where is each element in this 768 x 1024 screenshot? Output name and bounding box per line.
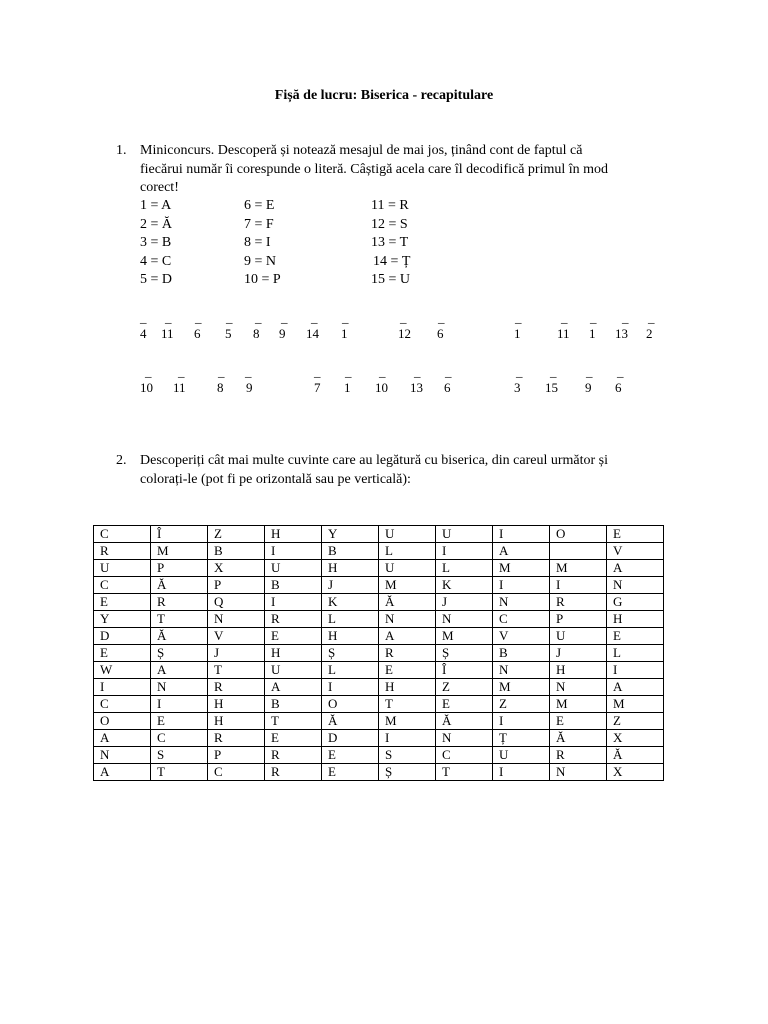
page-title: Fișă de lucru: Biserica - recapitulare <box>274 88 494 103</box>
blank-dash: _ <box>342 310 349 325</box>
grid-row <box>94 764 664 781</box>
grid-row <box>94 662 664 679</box>
grid-cell: E <box>94 645 151 662</box>
grid-cell: L <box>322 662 379 679</box>
grid-cell: L <box>379 543 436 560</box>
code-number: 1 <box>589 326 596 341</box>
grid-row <box>94 628 664 645</box>
code-number: 12 <box>398 326 411 341</box>
code-entry: 8 = I <box>244 235 271 250</box>
code-entry: 2 = Ă <box>140 216 173 232</box>
grid-cell: I <box>493 713 550 730</box>
code-number: 6 <box>444 380 451 395</box>
blank-dash: _ <box>281 310 288 325</box>
grid-cell: J <box>208 645 265 662</box>
grid-cell: T <box>265 713 322 730</box>
grid-cell: X <box>607 764 664 781</box>
grid-cell: P <box>550 611 607 628</box>
code-number: 10 <box>140 380 153 395</box>
grid-cell: N <box>436 611 493 628</box>
grid-cell: B <box>322 543 379 560</box>
question-1-line-3: corect! <box>140 180 179 195</box>
grid-cell: H <box>265 526 322 543</box>
grid-cell: C <box>436 747 493 764</box>
grid-cell: E <box>607 526 664 543</box>
code-number: 1 <box>341 326 348 341</box>
code-number: 9 <box>246 380 253 395</box>
grid-cell: E <box>322 747 379 764</box>
blank-dash: _ <box>550 364 557 379</box>
grid-cell: I <box>322 679 379 696</box>
grid-cell: N <box>208 611 265 628</box>
blank-dash: _ <box>165 310 172 325</box>
code-number: 14 <box>306 326 319 341</box>
code-number: 2 <box>646 326 653 341</box>
grid-cell: T <box>208 662 265 679</box>
code-number: 8 <box>217 380 224 395</box>
grid-cell: R <box>208 730 265 747</box>
grid-cell: X <box>607 730 664 747</box>
grid-cell: R <box>550 747 607 764</box>
grid-cell: T <box>379 696 436 713</box>
grid-cell: N <box>550 679 607 696</box>
grid-cell: U <box>436 526 493 543</box>
code-entry: 13 = T <box>371 235 409 250</box>
grid-cell: R <box>151 594 208 611</box>
grid-cell: Ș <box>151 645 208 662</box>
grid-cell: A <box>607 560 664 577</box>
grid-cell: U <box>94 560 151 577</box>
code-entry: 11 = R <box>371 198 409 213</box>
grid-cell: E <box>322 764 379 781</box>
grid-cell: B <box>265 696 322 713</box>
blank-dash: _ <box>311 310 318 325</box>
grid-row <box>94 526 664 543</box>
grid-cell: A <box>379 628 436 645</box>
question-1-line-2: fiecărui număr îi corespunde o literă. Câștigă acela care îl decodifică primul în mod <box>140 161 609 177</box>
grid-cell: M <box>436 628 493 645</box>
grid-cell: M <box>493 560 550 577</box>
grid-cell: B <box>265 577 322 594</box>
grid-cell: R <box>208 679 265 696</box>
grid-cell: A <box>607 679 664 696</box>
question-1-number: 1. <box>116 143 127 158</box>
blank-dash: _ <box>622 310 629 325</box>
code-number: 6 <box>615 380 622 395</box>
grid-cell: H <box>265 645 322 662</box>
grid-cell: M <box>151 543 208 560</box>
grid-cell: P <box>208 577 265 594</box>
code-entry: 4 = C <box>140 253 172 269</box>
grid-row <box>94 696 664 713</box>
code-number: 15 <box>545 380 558 395</box>
grid-cell: I <box>151 696 208 713</box>
grid-cell: Q <box>208 594 265 611</box>
blank-dash: _ <box>617 364 624 379</box>
grid-cell: X <box>208 560 265 577</box>
blank-dash: _ <box>218 364 225 379</box>
code-entry: 5 = D <box>140 272 173 287</box>
grid-cell: E <box>265 628 322 645</box>
blank-dash: _ <box>226 310 233 325</box>
code-entry: 3 = B <box>140 235 172 250</box>
grid-cell: U <box>265 560 322 577</box>
grid-cell: C <box>94 526 151 543</box>
grid-cell: M <box>493 679 550 696</box>
grid-cell: Î <box>436 662 493 679</box>
grid-cell: O <box>94 713 151 730</box>
blank-dash: _ <box>245 364 252 379</box>
grid-cell: D <box>322 730 379 747</box>
grid-cell: A <box>265 679 322 696</box>
grid-cell: I <box>493 764 550 781</box>
grid-cell: B <box>208 543 265 560</box>
grid-cell: I <box>94 679 151 696</box>
grid-cell: E <box>607 628 664 645</box>
grid-cell: H <box>322 560 379 577</box>
blank-dash: _ <box>445 364 452 379</box>
code-entry: 14 = Ț <box>373 253 411 269</box>
grid-cell: N <box>607 577 664 594</box>
blank-dash: _ <box>586 364 593 379</box>
code-number: 13 <box>410 380 423 395</box>
grid-cell: L <box>436 560 493 577</box>
grid-cell: Z <box>436 679 493 696</box>
code-number: 8 <box>253 326 260 341</box>
grid-cell: H <box>322 628 379 645</box>
grid-cell: Ă <box>151 577 208 594</box>
blank-dash: _ <box>345 364 352 379</box>
grid-cell: Y <box>94 611 151 628</box>
grid-cell: I <box>436 543 493 560</box>
grid-cell: U <box>379 560 436 577</box>
grid-cell: M <box>550 560 607 577</box>
grid-cell: R <box>265 764 322 781</box>
code-number: 11 <box>173 380 186 395</box>
word-search-grid <box>93 525 664 781</box>
grid-cell: P <box>151 560 208 577</box>
grid-cell: H <box>379 679 436 696</box>
grid-cell: M <box>379 713 436 730</box>
blank-dash: _ <box>140 310 147 325</box>
grid-cell: W <box>94 662 151 679</box>
grid-cell: I <box>265 543 322 560</box>
grid-cell: U <box>379 526 436 543</box>
grid-cell: Î <box>151 526 208 543</box>
grid-cell: Ș <box>436 645 493 662</box>
grid-cell: V <box>208 628 265 645</box>
grid-cell: R <box>265 611 322 628</box>
grid-cell: E <box>151 713 208 730</box>
code-number: 10 <box>375 380 388 395</box>
grid-cell: A <box>94 730 151 747</box>
grid-cell: N <box>550 764 607 781</box>
blank-dash: _ <box>516 364 523 379</box>
grid-cell: Ș <box>322 645 379 662</box>
grid-cell: I <box>550 577 607 594</box>
grid-cell: H <box>208 713 265 730</box>
blank-dash: _ <box>195 310 202 325</box>
code-entry: 1 = A <box>140 198 172 213</box>
code-entry: 6 = E <box>244 198 275 213</box>
question-2-line-2: colorați-le (pot fi pe orizontală sau pe verticală): <box>140 471 411 487</box>
blank-dash: _ <box>414 364 421 379</box>
blank-dash: _ <box>590 310 597 325</box>
grid-cell: H <box>208 696 265 713</box>
grid-cell: S <box>151 747 208 764</box>
code-entry: 7 = F <box>244 216 274 232</box>
grid-cell: N <box>436 730 493 747</box>
code-number: 6 <box>194 326 201 341</box>
grid-row <box>94 594 664 611</box>
grid-cell: T <box>151 764 208 781</box>
grid-cell: A <box>493 543 550 560</box>
grid-cell: A <box>94 764 151 781</box>
grid-cell: N <box>151 679 208 696</box>
code-number: 9 <box>279 326 286 341</box>
grid-cell: C <box>94 577 151 594</box>
grid-cell: Ă <box>151 628 208 645</box>
blank-dash: _ <box>648 310 655 325</box>
blank-dash: _ <box>314 364 321 379</box>
grid-cell: Ă <box>550 730 607 747</box>
grid-cell: I <box>379 730 436 747</box>
grid-cell: R <box>265 747 322 764</box>
grid-cell: Ă <box>607 747 664 764</box>
grid-cell: U <box>265 662 322 679</box>
grid-cell: N <box>379 611 436 628</box>
grid-cell: T <box>436 764 493 781</box>
grid-cell: J <box>550 645 607 662</box>
code-entry: 9 = N <box>244 253 277 269</box>
grid-cell: V <box>607 543 664 560</box>
grid-cell: Z <box>493 696 550 713</box>
code-number: 13 <box>615 326 628 341</box>
grid-cell: J <box>436 594 493 611</box>
grid-cell: R <box>94 543 151 560</box>
grid-cell: K <box>322 594 379 611</box>
grid-cell: P <box>208 747 265 764</box>
grid-cell: C <box>151 730 208 747</box>
code-number: 1 <box>344 380 351 395</box>
grid-cell: R <box>550 594 607 611</box>
grid-cell: A <box>151 662 208 679</box>
grid-cell: O <box>550 526 607 543</box>
code-number: 11 <box>161 326 174 341</box>
grid-cell: Y <box>322 526 379 543</box>
grid-cell: B <box>493 645 550 662</box>
grid-row <box>94 713 664 730</box>
code-number: 5 <box>225 326 232 341</box>
grid-cell: C <box>94 696 151 713</box>
blank-dash: _ <box>400 310 407 325</box>
grid-cell: E <box>94 594 151 611</box>
code-number: 4 <box>140 326 147 341</box>
code-number: 3 <box>514 380 521 395</box>
grid-cell: R <box>379 645 436 662</box>
grid-cell: K <box>436 577 493 594</box>
grid-cell: Ș <box>379 764 436 781</box>
grid-cell: I <box>493 577 550 594</box>
code-entry: 10 = P <box>244 272 281 287</box>
code-entry: 15 = U <box>371 272 411 287</box>
grid-cell: Ă <box>322 713 379 730</box>
grid-cell: Z <box>607 713 664 730</box>
grid-cell: Ă <box>436 713 493 730</box>
grid-cell: E <box>436 696 493 713</box>
code-entry: 12 = S <box>371 216 408 232</box>
grid-cell: V <box>493 628 550 645</box>
grid-cell: E <box>379 662 436 679</box>
grid-cell: H <box>607 611 664 628</box>
grid-cell: G <box>607 594 664 611</box>
grid-cell: J <box>322 577 379 594</box>
grid-row <box>94 611 664 628</box>
grid-cell: I <box>265 594 322 611</box>
grid-cell: O <box>322 696 379 713</box>
grid-row <box>94 645 664 662</box>
grid-cell: M <box>607 696 664 713</box>
code-number: 6 <box>437 326 444 341</box>
blank-dash: _ <box>561 310 568 325</box>
grid-cell: E <box>265 730 322 747</box>
grid-cell: Ă <box>379 594 436 611</box>
code-number: 9 <box>585 380 592 395</box>
grid-row <box>94 543 664 560</box>
grid-cell: M <box>379 577 436 594</box>
grid-cell: N <box>493 662 550 679</box>
grid-cell: N <box>493 594 550 611</box>
grid-cell: I <box>607 662 664 679</box>
grid-cell: C <box>208 764 265 781</box>
code-number: 11 <box>557 326 570 341</box>
grid-cell: Ț <box>493 730 550 747</box>
grid-row <box>94 730 664 747</box>
grid-cell: U <box>550 628 607 645</box>
grid-cell: D <box>94 628 151 645</box>
grid-cell: Z <box>208 526 265 543</box>
grid-cell <box>550 543 607 560</box>
blank-dash: _ <box>379 364 386 379</box>
code-number: 7 <box>314 380 321 395</box>
question-2-number: 2. <box>116 453 127 468</box>
blank-dash: _ <box>515 310 522 325</box>
code-number: 1 <box>514 326 521 341</box>
question-1-line-1: Miniconcurs. Descoperă și notează mesajul de mai jos, ținând cont de faptul că <box>140 143 583 158</box>
grid-row <box>94 577 664 594</box>
blank-dash: _ <box>178 364 185 379</box>
grid-row <box>94 747 664 764</box>
grid-cell: T <box>151 611 208 628</box>
grid-cell: L <box>607 645 664 662</box>
grid-cell: N <box>94 747 151 764</box>
blank-dash: _ <box>438 310 445 325</box>
grid-cell: I <box>493 526 550 543</box>
grid-cell: E <box>550 713 607 730</box>
grid-row <box>94 560 664 577</box>
grid-cell: U <box>493 747 550 764</box>
grid-cell: M <box>550 696 607 713</box>
grid-cell: L <box>322 611 379 628</box>
blank-dash: _ <box>255 310 262 325</box>
grid-cell: C <box>493 611 550 628</box>
question-2-line-1: Descoperiți cât mai multe cuvinte care au legătură cu biserica, din careul următor și <box>140 453 609 468</box>
grid-row <box>94 679 664 696</box>
grid-cell: H <box>550 662 607 679</box>
grid-cell: S <box>379 747 436 764</box>
blank-dash: _ <box>145 364 152 379</box>
